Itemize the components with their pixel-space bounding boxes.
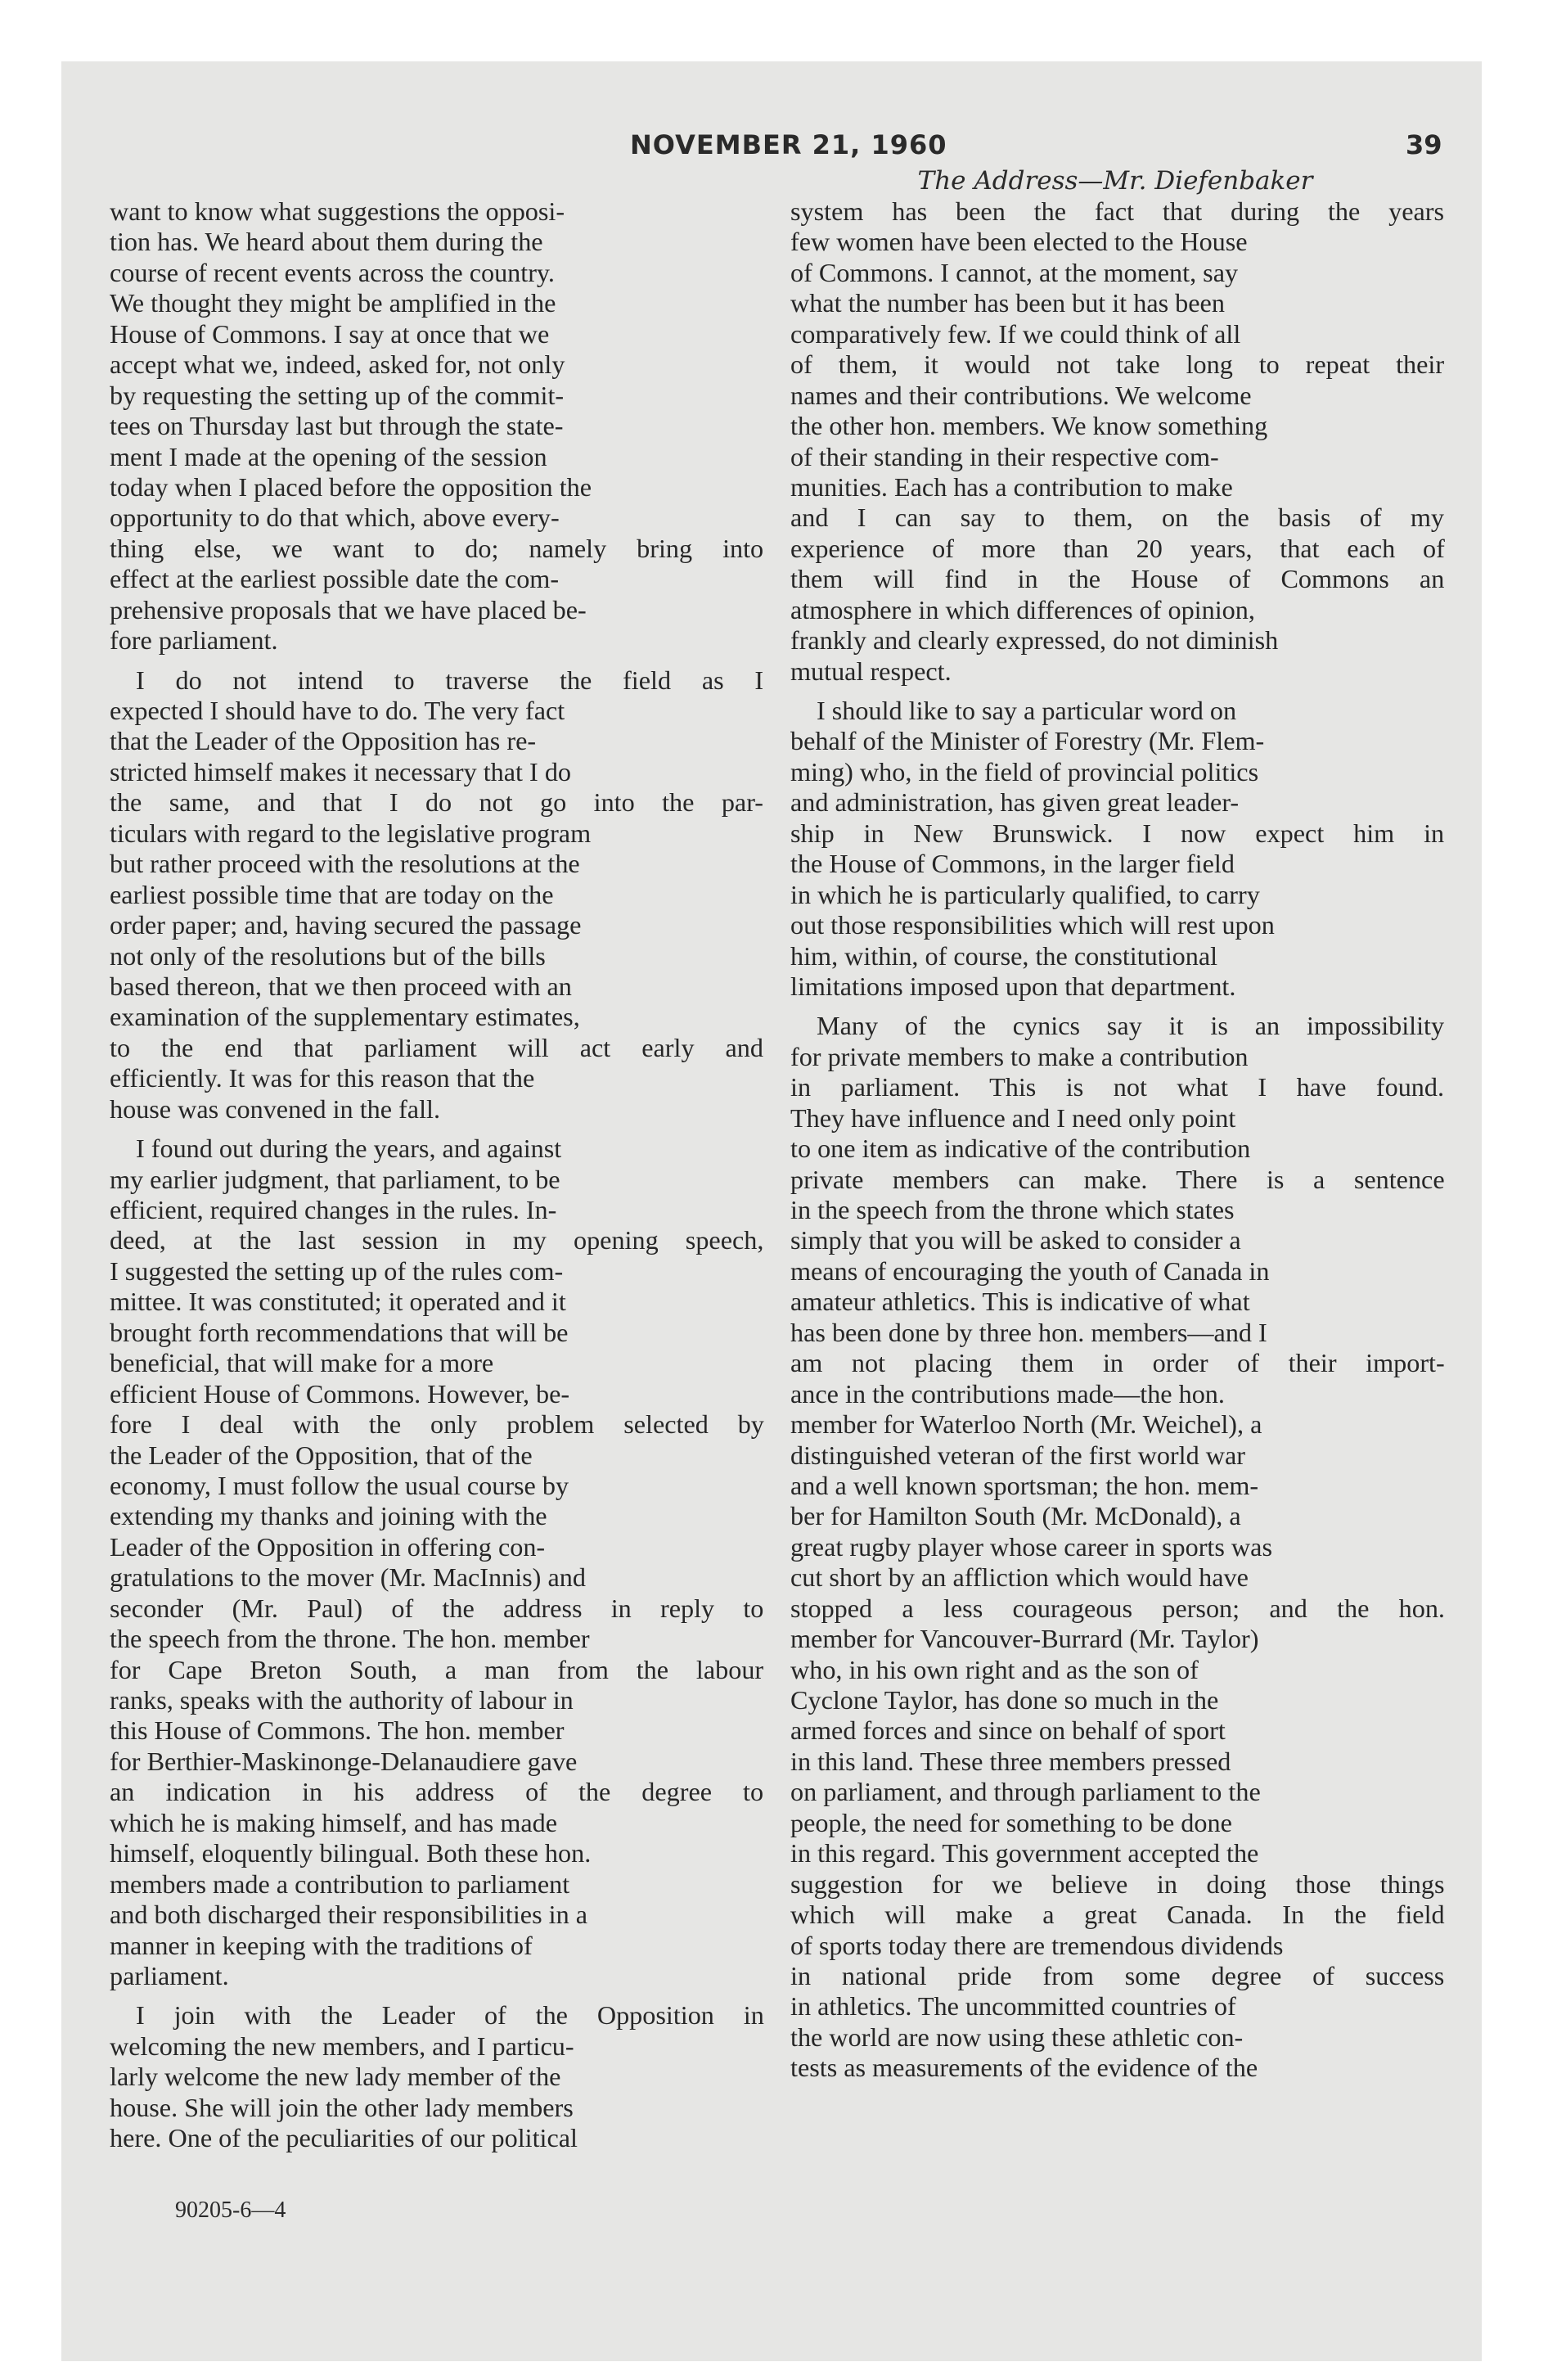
text-line: them will find in the House of Commons an <box>790 564 1445 594</box>
text-line: of them, it would not take long to repeat their <box>790 349 1445 380</box>
text-line: larly welcome the new lady member of the <box>110 2062 561 2092</box>
text-line: in which he is particularly qualified, to carry <box>790 879 1260 909</box>
text-line: in national pride from some degree of success <box>790 1960 1445 1990</box>
text-line: ming) who, in the field of provincial politics <box>790 756 1259 787</box>
text-line: of sports today there are tremendous dividends <box>790 1930 1284 1960</box>
text-line: House of Commons. I say at once that we <box>110 318 550 349</box>
text-line: system has been the fact that during the years <box>790 196 1445 226</box>
text-line: of their standing in their respective com- <box>790 441 1219 471</box>
text-line: ticulars with regard to the legislative program <box>110 818 592 848</box>
text-line: but rather proceed with the resolutions at the <box>110 849 580 879</box>
text-line: opportunity to do that which, above every- <box>110 503 560 533</box>
text-line: in the speech from the throne which states <box>790 1195 1235 1224</box>
text-line: house was convened in the fall. <box>110 1093 441 1124</box>
text-line: and I can say to them, on the basis of my <box>790 503 1445 533</box>
text-line: cut short by an affliction which would have <box>790 1562 1249 1593</box>
text-line: mutual respect. <box>790 656 952 686</box>
text-line: parliament. <box>110 1960 229 1990</box>
text-line: I should like to say a particular word on <box>817 696 1237 725</box>
text-line: They have influence and I need only point <box>790 1102 1236 1133</box>
text-line: efficiently. It was for this reason that the <box>110 1063 535 1093</box>
text-line: Many of the cynics say it is an impossibility <box>817 1011 1445 1041</box>
text-line: seconder (Mr. Paul) of the address in reply to <box>110 1593 764 1623</box>
text-line: means of encouraging the youth of Canada in <box>790 1255 1270 1286</box>
paragraph-gap <box>790 1002 1445 1011</box>
text-line: behalf of the Minister of Forestry (Mr. Flem- <box>790 726 1265 756</box>
paragraph-gap <box>790 687 1445 696</box>
text-line: gratulations to the mover (Mr. MacInnis) and <box>110 1562 586 1593</box>
text-line: munities. Each has a contribution to make <box>790 471 1233 502</box>
text-line: of Commons. I cannot, at the moment, say <box>790 257 1239 287</box>
text-line: has been done by three hon. members—and I <box>790 1317 1267 1347</box>
text-line: ber for Hamilton South (Mr. McDonald), a <box>790 1501 1241 1531</box>
text-line: and administration, has given great leader- <box>790 787 1240 818</box>
text-line: mittee. It was constituted; it operated and it <box>110 1287 566 1317</box>
text-line: ranks, speaks with the authority of labour in <box>110 1685 574 1715</box>
text-line: an indication in his address of the degree to <box>110 1777 764 1807</box>
text-line: based thereon, that we then proceed with an <box>110 971 572 1001</box>
text-line: who, in his own right and as the son of <box>790 1654 1199 1684</box>
text-line: Leader of the Opposition in offering con- <box>110 1531 546 1562</box>
text-line: beneficial, that will make for a more <box>110 1348 494 1378</box>
text-line: private members can make. There is a sentence <box>790 1164 1445 1194</box>
text-line: Cyclone Taylor, has done so much in the <box>790 1685 1219 1715</box>
text-line: today when I placed before the opposition the <box>110 471 592 502</box>
text-line: in this land. These three members pressed <box>790 1746 1231 1776</box>
text-line: people, the need for something to be done <box>790 1807 1232 1837</box>
text-line: frankly and clearly expressed, do not diminish <box>790 625 1279 656</box>
text-line: stricted himself makes it necessary that I do <box>110 756 572 787</box>
text-line: member for Vancouver-Burrard (Mr. Taylor) <box>790 1624 1259 1654</box>
text-line: welcoming the new members, and I particu- <box>110 2031 574 2061</box>
text-line: I do not intend to traverse the field as I <box>136 665 764 695</box>
text-line: armed forces and since on behalf of sport <box>790 1715 1226 1746</box>
text-line: I join with the Leader of the Opposition in <box>136 2000 764 2031</box>
text-line: in parliament. This is not what I have found. <box>790 1072 1445 1102</box>
text-line: that the Leader of the Opposition has re- <box>110 726 537 756</box>
header-date: NOVEMBER 21, 1960 <box>630 129 947 160</box>
text-line: to one item as indicative of the contribution <box>790 1134 1251 1164</box>
text-line: ment I made at the opening of the session <box>110 441 547 471</box>
running-head: The Address—Mr. Diefenbaker <box>917 166 1313 196</box>
text-line: which will make a great Canada. In the field <box>790 1900 1445 1930</box>
text-line: comparatively few. If we could think of all <box>790 318 1241 349</box>
text-line: the speech from the throne. The hon. member <box>110 1624 590 1654</box>
text-line: fore parliament. <box>110 625 278 656</box>
text-line: for Berthier-Maskinonge-Delanaudiere gave <box>110 1746 578 1776</box>
text-line: in athletics. The uncommitted countries of <box>790 1991 1236 2022</box>
text-line: for Cape Breton South, a man from the labour <box>110 1654 764 1684</box>
text-line: distinguished veteran of the first world war <box>790 1440 1245 1470</box>
text-line: the same, and that I do not go into the par- <box>110 787 764 818</box>
text-line: efficient House of Commons. However, be- <box>110 1378 570 1409</box>
text-line: to the end that parliament will act early and <box>110 1032 763 1062</box>
footer-code: 90205-6—4 <box>175 2197 286 2223</box>
text-line: prehensive proposals that we have placed be- <box>110 594 587 624</box>
text-line: fore I deal with the only problem selected by <box>110 1409 764 1440</box>
text-line: few women have been elected to the House <box>790 227 1248 257</box>
text-line: not only of the resolutions but of the bills <box>110 940 546 971</box>
text-line: the Leader of the Opposition, that of the <box>110 1440 533 1470</box>
text-line: member for Waterloo North (Mr. Weichel), a <box>790 1409 1262 1440</box>
text-line: the other hon. members. We know something <box>790 411 1268 441</box>
right-column <box>790 196 1445 2084</box>
text-line: and a well known sportsman; the hon. mem- <box>790 1470 1259 1500</box>
text-line: brought forth recommendations that will be <box>110 1317 569 1347</box>
text-line: earliest possible time that are today on the <box>110 879 554 909</box>
page-number: 39 <box>1406 129 1442 160</box>
text-line: by requesting the setting up of the commit- <box>110 380 565 410</box>
text-line: thing else, we want to do; namely bring into <box>110 533 764 563</box>
text-line: the world are now using these athletic con- <box>790 2022 1244 2052</box>
text-line: economy, I must follow the usual course by <box>110 1470 569 1500</box>
text-line: great rugby player whose career in sports was <box>790 1531 1272 1562</box>
left-column <box>110 196 764 2154</box>
text-line: ance in the contributions made—the hon. <box>790 1378 1225 1409</box>
text-line: the House of Commons, in the larger field <box>790 849 1235 879</box>
text-line: effect at the earliest possible date the com- <box>110 564 560 594</box>
text-line: house. She will join the other lady members <box>110 2092 574 2122</box>
text-line: simply that you will be asked to consider a <box>790 1225 1241 1255</box>
text-line: tees on Thursday last but through the state- <box>110 411 564 441</box>
text-line: here. One of the peculiarities of our political <box>110 2123 578 2153</box>
text-line: am not placing them in order of their import- <box>790 1348 1445 1378</box>
text-line: limitations imposed upon that department. <box>790 971 1236 1001</box>
text-line: examination of the supplementary estimates, <box>110 1002 580 1032</box>
text-line: ship in New Brunswick. I now expect him in <box>790 818 1445 848</box>
text-line: names and their contributions. We welcome <box>790 380 1252 410</box>
text-line: on parliament, and through parliament to the <box>790 1777 1261 1807</box>
text-line: amateur athletics. This is indicative of what <box>790 1287 1250 1317</box>
text-line: tests as measurements of the evidence of the <box>790 2053 1258 2083</box>
text-line: extending my thanks and joining with the <box>110 1501 547 1531</box>
text-line: want to know what suggestions the opposi- <box>110 196 565 226</box>
text-line: accept what we, indeed, asked for, not only <box>110 349 565 380</box>
text-line: my earlier judgment, that parliament, to be <box>110 1164 560 1194</box>
text-line: out those responsibilities which will rest upon <box>790 910 1275 940</box>
text-line: course of recent events across the country. <box>110 257 555 287</box>
paragraph-gap <box>110 1991 764 2000</box>
text-line: I suggested the setting up of the rules com- <box>110 1255 564 1286</box>
text-line: what the number has been but it has been <box>790 288 1225 318</box>
text-line: in this regard. This government accepted the <box>790 1838 1259 1868</box>
text-line: and both discharged their responsibilities in a <box>110 1900 588 1930</box>
text-line: this House of Commons. The hon. member <box>110 1715 565 1746</box>
text-line: deed, at the last session in my opening speech, <box>110 1225 764 1255</box>
text-line: for private members to make a contribution <box>790 1041 1249 1071</box>
text-line: efficient, required changes in the rules. In- <box>110 1195 557 1224</box>
text-line: tion has. We heard about them during the <box>110 227 543 257</box>
text-line: I found out during the years, and against <box>136 1134 562 1164</box>
text-line: which he is making himself, and has made <box>110 1807 558 1837</box>
text-line: him, within, of course, the constitutional <box>790 940 1218 971</box>
paragraph-gap <box>110 1125 764 1134</box>
text-line: expected I should have to do. The very fact <box>110 696 565 725</box>
text-line: order paper; and, having secured the passage <box>110 910 582 940</box>
text-line: members made a contribution to parliament <box>110 1868 570 1899</box>
text-line: manner in keeping with the traditions of <box>110 1930 533 1960</box>
text-line: stopped a less courageous person; and the hon. <box>790 1593 1445 1623</box>
text-line: experience of more than 20 years, that each of <box>790 533 1445 563</box>
paragraph-gap <box>110 656 764 665</box>
text-line: We thought they might be amplified in the <box>110 288 556 318</box>
text-line: atmosphere in which differences of opinion, <box>790 594 1255 624</box>
text-line: himself, eloquently bilingual. Both these hon. <box>110 1838 592 1868</box>
text-line: suggestion for we believe in doing those things <box>790 1868 1445 1899</box>
